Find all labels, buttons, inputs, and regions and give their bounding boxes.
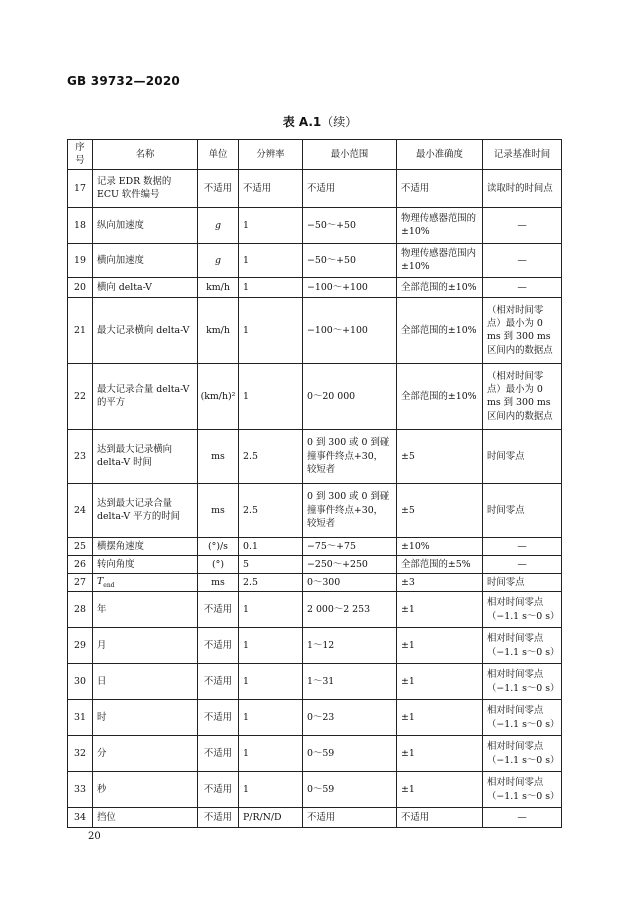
cell-resolution: 2.5 xyxy=(239,573,303,591)
cell-ref-time: （相对时间零点）最小为 0 ms 到 300 ms 区间内的数据点 xyxy=(483,363,562,429)
cell-unit: ms xyxy=(198,429,239,483)
cell-item-name: 横向加速度 xyxy=(93,243,198,277)
table-row xyxy=(68,243,562,277)
cell-min-accuracy: ±1 xyxy=(397,700,483,736)
cell-resolution: 1 xyxy=(239,628,303,664)
cell-ref-time: 相对时间零点（−1.1 s～0 s） xyxy=(483,592,562,628)
cell-item-name: 秒 xyxy=(93,772,198,808)
cell-row-number: 21 xyxy=(68,297,93,363)
cell-item-name: 横向 delta-V xyxy=(93,277,198,297)
cell-min-accuracy: ±1 xyxy=(397,736,483,772)
col-header-name: 名称 xyxy=(93,140,198,170)
cell-resolution: 1 xyxy=(239,772,303,808)
cell-resolution: 0.1 xyxy=(239,537,303,555)
cell-unit: 不适用 xyxy=(198,169,239,207)
cell-item-name: 日 xyxy=(93,664,198,700)
cell-ref-time: 读取时的时间点 xyxy=(483,169,562,207)
table-row xyxy=(68,772,562,808)
cell-resolution: 2.5 xyxy=(239,429,303,483)
cell-resolution: 5 xyxy=(239,555,303,573)
cell-ref-time: （相对时间零点）最小为 0 ms 到 300 ms 区间内的数据点 xyxy=(483,297,562,363)
cell-row-number: 22 xyxy=(68,363,93,429)
cell-min-range: −100～+100 xyxy=(303,297,397,363)
cell-ref-time: — xyxy=(483,207,562,243)
data-table xyxy=(67,139,562,828)
cell-unit: ms xyxy=(198,573,239,591)
cell-ref-time: 相对时间零点（−1.1 s～0 s） xyxy=(483,628,562,664)
cell-row-number: 19 xyxy=(68,243,93,277)
cell-min-range: 0～59 xyxy=(303,772,397,808)
cell-unit: (°) xyxy=(198,555,239,573)
table-body xyxy=(68,169,562,827)
table-title-suffix: （续） xyxy=(321,115,358,129)
table-row xyxy=(68,628,562,664)
table-row xyxy=(68,700,562,736)
cell-item-name: 达到最大记录合量 delta-V 平方的时间 xyxy=(93,483,198,537)
cell-row-number: 28 xyxy=(68,592,93,628)
cell-resolution: 1 xyxy=(239,700,303,736)
cell-item-name: 最大记录横向 delta-V xyxy=(93,297,198,363)
table-row xyxy=(68,573,562,591)
cell-item-name: $T_{end}$ xyxy=(93,573,198,591)
cell-min-range: 2 000～2 253 xyxy=(303,592,397,628)
cell-item-name: 横摆角速度 xyxy=(93,537,198,555)
cell-resolution: 1 xyxy=(239,363,303,429)
cell-unit: 不适用 xyxy=(198,736,239,772)
cell-item-name: 分 xyxy=(93,736,198,772)
table-row xyxy=(68,429,562,483)
cell-row-number: 34 xyxy=(68,808,93,828)
cell-row-number: 20 xyxy=(68,277,93,297)
cell-unit: ms xyxy=(198,483,239,537)
cell-unit: 不适用 xyxy=(198,808,239,828)
cell-row-number: 18 xyxy=(68,207,93,243)
cell-min-accuracy: 全部范围的±10% xyxy=(397,297,483,363)
col-header-resolution: 分辨率 xyxy=(239,140,303,170)
table-row xyxy=(68,537,562,555)
cell-resolution: P/R/N/D xyxy=(239,808,303,828)
cell-min-accuracy: 物理传感器范围的±10% xyxy=(397,207,483,243)
cell-unit: (km/h)² xyxy=(198,363,239,429)
cell-resolution: 1 xyxy=(239,592,303,628)
cell-ref-time: — xyxy=(483,555,562,573)
cell-row-number: 25 xyxy=(68,537,93,555)
table-row xyxy=(68,363,562,429)
cell-min-accuracy: 全部范围的±10% xyxy=(397,277,483,297)
cell-unit: km/h xyxy=(198,297,239,363)
standard-code: GB 39732—2020 xyxy=(67,74,180,88)
cell-unit: g xyxy=(198,243,239,277)
cell-min-accuracy: ±1 xyxy=(397,592,483,628)
cell-row-number: 32 xyxy=(68,736,93,772)
col-header-min-accuracy: 最小准确度 xyxy=(397,140,483,170)
cell-ref-time: 相对时间零点（−1.1 s～0 s） xyxy=(483,736,562,772)
col-header-no: 序号 xyxy=(68,140,93,170)
cell-min-accuracy: ±5 xyxy=(397,429,483,483)
cell-min-range: −75～+75 xyxy=(303,537,397,555)
cell-min-accuracy: ±5 xyxy=(397,483,483,537)
cell-ref-time: — xyxy=(483,537,562,555)
cell-resolution: 1 xyxy=(239,297,303,363)
cell-resolution: 2.5 xyxy=(239,483,303,537)
cell-min-accuracy: ±3 xyxy=(397,573,483,591)
cell-ref-time: — xyxy=(483,277,562,297)
cell-item-name: 达到最大记录横向 delta-V 时间 xyxy=(93,429,198,483)
cell-unit: 不适用 xyxy=(198,628,239,664)
cell-ref-time: 时间零点 xyxy=(483,483,562,537)
cell-ref-time: — xyxy=(483,243,562,277)
cell-row-number: 30 xyxy=(68,664,93,700)
cell-item-name: 最大记录合量 delta-V 的平方 xyxy=(93,363,198,429)
cell-min-range: −100～+100 xyxy=(303,277,397,297)
cell-item-name: 纵向加速度 xyxy=(93,207,198,243)
cell-item-name: 年 xyxy=(93,592,198,628)
cell-row-number: 31 xyxy=(68,700,93,736)
cell-min-range: 不适用 xyxy=(303,808,397,828)
col-header-unit: 单位 xyxy=(198,140,239,170)
cell-unit: 不适用 xyxy=(198,772,239,808)
cell-resolution: 1 xyxy=(239,277,303,297)
cell-item-name: 时 xyxy=(93,700,198,736)
cell-ref-time: — xyxy=(483,808,562,828)
table-row xyxy=(68,277,562,297)
cell-item-name: 挡位 xyxy=(93,808,198,828)
cell-min-range: 0～20 000 xyxy=(303,363,397,429)
table-row xyxy=(68,736,562,772)
table-row xyxy=(68,664,562,700)
cell-row-number: 23 xyxy=(68,429,93,483)
cell-resolution: 1 xyxy=(239,243,303,277)
cell-min-range: 不适用 xyxy=(303,169,397,207)
cell-unit: g xyxy=(198,207,239,243)
cell-ref-time: 相对时间零点（−1.1 s～0 s） xyxy=(483,664,562,700)
cell-min-range: −50～+50 xyxy=(303,207,397,243)
cell-unit: 不适用 xyxy=(198,592,239,628)
cell-min-range: 1～31 xyxy=(303,664,397,700)
table-row xyxy=(68,483,562,537)
table-title xyxy=(0,113,640,130)
cell-row-number: 24 xyxy=(68,483,93,537)
cell-unit: 不适用 xyxy=(198,700,239,736)
cell-unit: km/h xyxy=(198,277,239,297)
cell-item-name: 月 xyxy=(93,628,198,664)
cell-min-accuracy: ±1 xyxy=(397,628,483,664)
table-row xyxy=(68,207,562,243)
cell-min-range: 0～59 xyxy=(303,736,397,772)
cell-ref-time: 时间零点 xyxy=(483,573,562,591)
cell-min-accuracy: ±10% xyxy=(397,537,483,555)
cell-min-range: 0 到 300 或 0 到碰撞事件终点+30，较短者 xyxy=(303,429,397,483)
table-row xyxy=(68,555,562,573)
cell-min-accuracy: 全部范围的±10% xyxy=(397,363,483,429)
cell-unit: (°)/s xyxy=(198,537,239,555)
cell-min-accuracy: ±1 xyxy=(397,664,483,700)
table-row xyxy=(68,808,562,828)
cell-item-name: 转向角度 xyxy=(93,555,198,573)
cell-min-accuracy: ±1 xyxy=(397,772,483,808)
cell-min-range: 0 到 300 或 0 到碰撞事件终点+30，较短者 xyxy=(303,483,397,537)
cell-min-accuracy: 不适用 xyxy=(397,808,483,828)
cell-min-accuracy: 物理传感器范围内±10% xyxy=(397,243,483,277)
cell-row-number: 26 xyxy=(68,555,93,573)
cell-row-number: 17 xyxy=(68,169,93,207)
cell-unit: 不适用 xyxy=(198,664,239,700)
table-row xyxy=(68,169,562,207)
cell-resolution: 不适用 xyxy=(239,169,303,207)
cell-ref-time: 相对时间零点（−1.1 s～0 s） xyxy=(483,700,562,736)
cell-min-range: 0～23 xyxy=(303,700,397,736)
cell-resolution: 1 xyxy=(239,736,303,772)
cell-row-number: 33 xyxy=(68,772,93,808)
table-header-row xyxy=(68,140,562,170)
table-row xyxy=(68,297,562,363)
cell-row-number: 29 xyxy=(68,628,93,664)
col-header-min-range: 最小范围 xyxy=(303,140,397,170)
cell-row-number: 27 xyxy=(68,573,93,591)
cell-ref-time: 时间零点 xyxy=(483,429,562,483)
cell-ref-time: 相对时间零点（−1.1 s～0 s） xyxy=(483,772,562,808)
cell-min-accuracy: 全部范围的±5% xyxy=(397,555,483,573)
cell-min-accuracy: 不适用 xyxy=(397,169,483,207)
page-number: 20 xyxy=(88,831,101,842)
cell-item-name: 记录 EDR 数据的 ECU 软件编号 xyxy=(93,169,198,207)
table-row xyxy=(68,592,562,628)
cell-min-range: −250～+250 xyxy=(303,555,397,573)
cell-resolution: 1 xyxy=(239,207,303,243)
col-header-ref-time: 记录基准时间 xyxy=(483,140,562,170)
cell-min-range: 0～300 xyxy=(303,573,397,591)
table-title-label: 表 A.1 xyxy=(282,115,322,129)
cell-resolution: 1 xyxy=(239,664,303,700)
cell-min-range: −50～+50 xyxy=(303,243,397,277)
cell-min-range: 1～12 xyxy=(303,628,397,664)
